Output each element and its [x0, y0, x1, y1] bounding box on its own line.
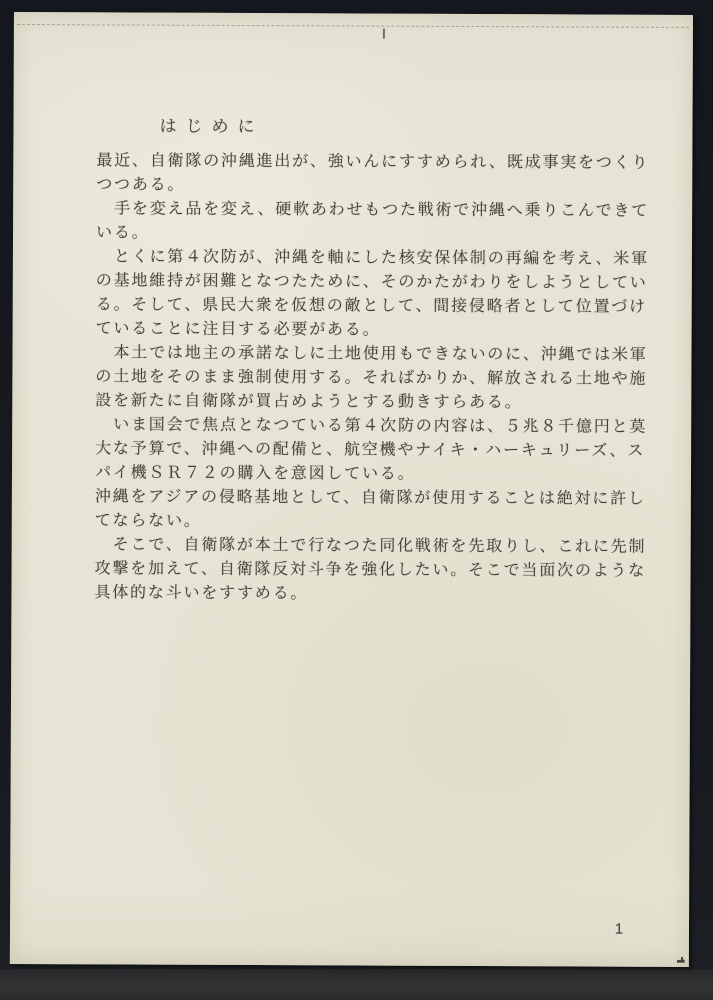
tick-mark: [383, 29, 385, 39]
document-page: [10, 12, 693, 967]
paragraph: 手を変え品を変え、硬軟あわせもつた戦術で沖縄へ乗りこんできている。: [96, 200, 650, 242]
page-number: 1: [614, 920, 624, 938]
paragraph: 本土では地主の承諾なしに土地使用もできないのに、沖縄では米軍の土地をそのまま強制使用する。そればかりか、解放される土地や施設を新たに自衛隊が買占めようとする動きすらある。: [95, 344, 648, 412]
paragraph: いま国会で焦点となつている第４次防の内容は、５兆８千億円と莫大な予算で、沖縄への配備と、航空機やナイキ・ハーキュリーズ、スパイ機ＳＲ７２の購入を意図している。: [94, 416, 648, 483]
paragraph: そこで、自衛隊が本土で行なつた同化戦術を先取りし、これに先制攻撃を加えて、自衛隊反対斗争を強化したい。そこで当面次のような具体的な斗いをすすめる。: [94, 536, 647, 603]
corner-smudge: [677, 957, 685, 963]
page-title: はじめに: [159, 116, 264, 137]
paragraph: 沖縄をアジアの侵略基地として、自衛隊が使用することは絶対に許してならない。: [94, 488, 646, 530]
paragraph: 最近、自衛隊の沖縄進出が、強いんにすすめられ、既成事実をつくりつつある。: [96, 152, 650, 194]
scan-bottom-strip: [0, 969, 713, 1000]
paragraph: とくに第４次防が、沖縄を軸にした核安保体制の再編を考え、米軍の基地維持が困難となつたために、そのかたがわりをしようとしている。そして、県民大衆を仮想の敵として、間接侵略者として位置づけていることに注目する必要がある。: [95, 248, 649, 339]
document-body: [94, 149, 654, 607]
fold-line: [17, 24, 689, 28]
